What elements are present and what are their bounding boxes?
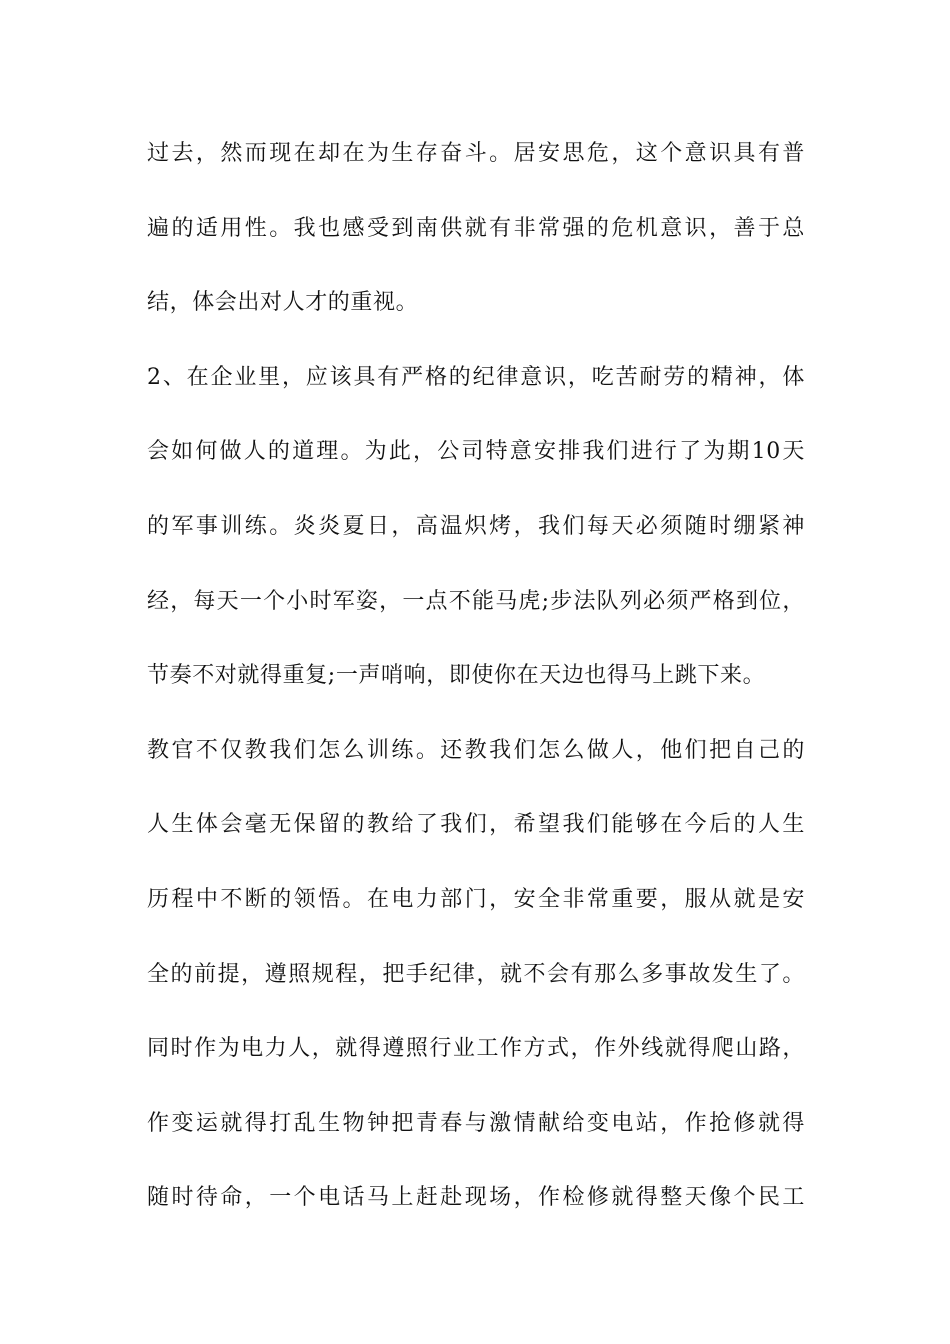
text-line: 结，体会出对人才的重视。: [147, 290, 419, 316]
text-line: 经，每天一个小时军姿，一点不能马虎;步法队列必须严格到位，: [147, 588, 805, 614]
document-body: [147, 134, 837, 1253]
text-line: 节奏不对就得重复;一声哨响，即使你在天边也得马上跳下来。: [147, 663, 766, 689]
text-line: 随时待命，一个电话马上赶赴现场，作检修就得整天像个民工: [147, 1185, 805, 1211]
text-line: 同时作为电力人，就得遵照行业工作方式，作外线就得爬山路，: [147, 1036, 805, 1062]
text-line: 历程中不断的领悟。在电力部门，安全非常重要，服从就是安: [147, 886, 805, 912]
text-line: 的军事训练。炎炎夏日，高温炽烤，我们每天必须随时绷紧神: [147, 513, 805, 539]
text-line: 全的前提，遵照规程，把手纪律，就不会有那么多事故发生了。: [147, 961, 805, 987]
text-line: 教官不仅教我们怎么训练。还教我们怎么做人，他们把自己的: [147, 737, 805, 763]
text-line: 作变运就得打乱生物钟把青春与激情献给变电站，作抢修就得: [147, 1110, 805, 1136]
text-line: 过去，然而现在却在为生存奋斗。居安思危，这个意识具有普: [147, 141, 805, 166]
text-line: 遍的适用性。我也感受到南供就有非常强的危机意识，善于总: [147, 215, 805, 241]
text-line: 2、在企业里，应该具有严格的纪律意识，吃苦耐劳的精神，体: [147, 364, 805, 390]
text-line: 会如何做人的道理。为此，公司特意安排我们进行了为期10天: [147, 439, 805, 465]
text-line: 人生体会毫无保留的教给了我们，希望我们能够在今后的人生: [147, 812, 805, 838]
